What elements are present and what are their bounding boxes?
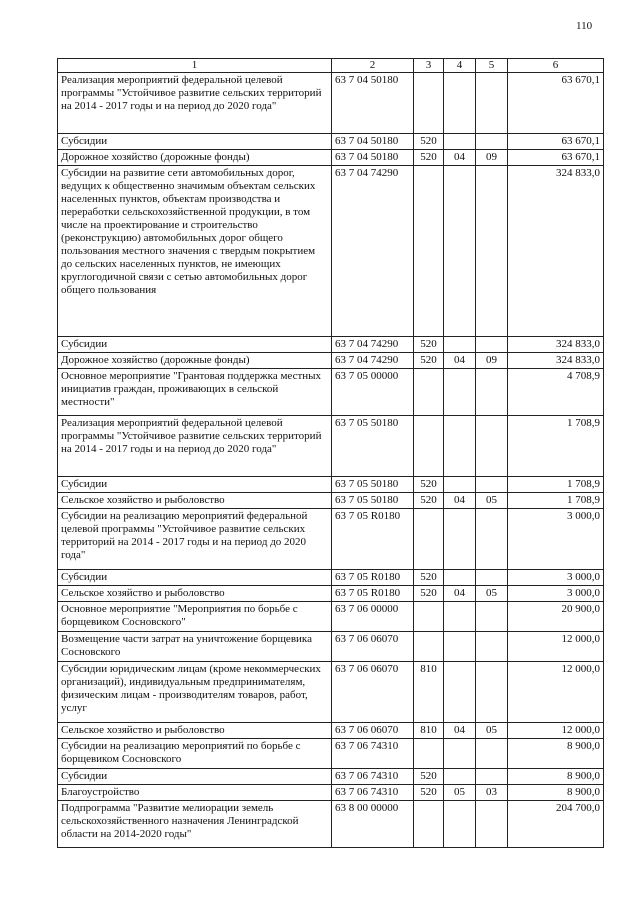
expense-type-cell <box>414 602 444 632</box>
target-code-cell: 63 7 05 50180 <box>332 477 414 493</box>
amount-cell: 3 000,0 <box>508 570 604 586</box>
row-name-cell: Субсидии <box>58 477 332 493</box>
expense-type-cell <box>414 801 444 848</box>
row-name-cell: Благоустройство <box>58 785 332 801</box>
row-name-cell: Реализация мероприятий федеральной целевой программы "Устойчивое развитие сельских территорий на 2014 - 2017 годы и на период до 2020 года" <box>58 73 332 134</box>
target-code-cell: 63 7 06 06070 <box>332 662 414 723</box>
subsection-cell: 09 <box>476 150 508 166</box>
row-name-cell: Основное мероприятие "Грантовая поддержка местных инициатив граждан, проживающих в сельской местности" <box>58 369 332 416</box>
row-name-cell: Сельское хозяйство и рыболовство <box>58 723 332 739</box>
amount-cell: 324 833,0 <box>508 353 604 369</box>
target-code-cell: 63 7 06 74310 <box>332 785 414 801</box>
expense-type-cell: 810 <box>414 662 444 723</box>
table-row <box>58 509 604 570</box>
table-row <box>58 493 604 509</box>
column-header: 6 <box>508 59 604 73</box>
subsection-cell <box>476 509 508 570</box>
table-header-row <box>58 59 604 73</box>
expense-type-cell: 520 <box>414 150 444 166</box>
subsection-cell: 05 <box>476 586 508 602</box>
amount-cell: 8 900,0 <box>508 739 604 769</box>
row-name-cell: Возмещение части затрат на уничтожение борщевика Сосновского <box>58 632 332 662</box>
expense-type-cell: 810 <box>414 723 444 739</box>
section-cell: 04 <box>444 493 476 509</box>
budget-table <box>57 58 604 848</box>
table-row <box>58 586 604 602</box>
row-name-cell: Дорожное хозяйство (дорожные фонды) <box>58 150 332 166</box>
subsection-cell: 09 <box>476 353 508 369</box>
subsection-cell <box>476 477 508 493</box>
amount-cell: 1 708,9 <box>508 477 604 493</box>
subsection-cell <box>476 337 508 353</box>
subsection-cell <box>476 369 508 416</box>
expense-type-cell: 520 <box>414 477 444 493</box>
subsection-cell <box>476 166 508 337</box>
column-header: 1 <box>58 59 332 73</box>
section-cell: 04 <box>444 353 476 369</box>
table-row <box>58 166 604 337</box>
table-row <box>58 632 604 662</box>
row-name-cell: Дорожное хозяйство (дорожные фонды) <box>58 353 332 369</box>
row-name-cell: Субсидии <box>58 570 332 586</box>
table-row <box>58 353 604 369</box>
target-code-cell: 63 7 04 74290 <box>332 166 414 337</box>
section-cell <box>444 739 476 769</box>
expense-type-cell: 520 <box>414 493 444 509</box>
target-code-cell: 63 7 04 50180 <box>332 150 414 166</box>
amount-cell: 324 833,0 <box>508 166 604 337</box>
target-code-cell: 63 7 05 00000 <box>332 369 414 416</box>
target-code-cell: 63 7 06 06070 <box>332 632 414 662</box>
section-cell <box>444 602 476 632</box>
expense-type-cell <box>414 416 444 477</box>
subsection-cell <box>476 632 508 662</box>
subsection-cell: 03 <box>476 785 508 801</box>
amount-cell: 8 900,0 <box>508 769 604 785</box>
amount-cell: 12 000,0 <box>508 723 604 739</box>
table-row <box>58 662 604 723</box>
column-header: 4 <box>444 59 476 73</box>
column-header: 2 <box>332 59 414 73</box>
target-code-cell: 63 8 00 00000 <box>332 801 414 848</box>
expense-type-cell <box>414 632 444 662</box>
amount-cell: 63 670,1 <box>508 73 604 134</box>
target-code-cell: 63 7 04 50180 <box>332 73 414 134</box>
section-cell <box>444 73 476 134</box>
target-code-cell: 63 7 06 74310 <box>332 769 414 785</box>
section-cell <box>444 369 476 416</box>
amount-cell: 12 000,0 <box>508 662 604 723</box>
column-header: 3 <box>414 59 444 73</box>
expense-type-cell: 520 <box>414 337 444 353</box>
subsection-cell <box>476 134 508 150</box>
amount-cell: 204 700,0 <box>508 801 604 848</box>
subsection-cell <box>476 602 508 632</box>
section-cell <box>444 801 476 848</box>
target-code-cell: 63 7 04 74290 <box>332 353 414 369</box>
table-row <box>58 769 604 785</box>
expense-type-cell: 520 <box>414 586 444 602</box>
expense-type-cell: 520 <box>414 570 444 586</box>
table-row <box>58 723 604 739</box>
subsection-cell <box>476 769 508 785</box>
section-cell <box>444 337 476 353</box>
expense-type-cell: 520 <box>414 769 444 785</box>
section-cell <box>444 662 476 723</box>
target-code-cell: 63 7 04 50180 <box>332 134 414 150</box>
table-row <box>58 801 604 848</box>
section-cell: 05 <box>444 785 476 801</box>
table-row <box>58 739 604 769</box>
target-code-cell: 63 7 04 74290 <box>332 337 414 353</box>
row-name-cell: Субсидии на реализацию мероприятий федеральной целевой программы "Устойчивое развитие сельских территорий на 2014 - 2017 годы и на период до 2020 года" <box>58 509 332 570</box>
subsection-cell <box>476 801 508 848</box>
target-code-cell: 63 7 05 R0180 <box>332 509 414 570</box>
amount-cell: 8 900,0 <box>508 785 604 801</box>
subsection-cell <box>476 73 508 134</box>
table-row <box>58 602 604 632</box>
section-cell <box>444 477 476 493</box>
target-code-cell: 63 7 06 74310 <box>332 739 414 769</box>
amount-cell: 20 900,0 <box>508 602 604 632</box>
amount-cell: 3 000,0 <box>508 586 604 602</box>
target-code-cell: 63 7 06 06070 <box>332 723 414 739</box>
subsection-cell <box>476 570 508 586</box>
section-cell <box>444 416 476 477</box>
expense-type-cell: 520 <box>414 134 444 150</box>
section-cell <box>444 509 476 570</box>
row-name-cell: Субсидии юридическим лицам (кроме некоммерческих организаций), индивидуальным предпринимателям, физическим лицам - производителям товаров, работ, услуг <box>58 662 332 723</box>
table-row <box>58 73 604 134</box>
row-name-cell: Субсидии на реализацию мероприятий по борьбе с борщевиком Сосновского <box>58 739 332 769</box>
subsection-cell <box>476 662 508 723</box>
section-cell <box>444 134 476 150</box>
section-cell <box>444 632 476 662</box>
section-cell: 04 <box>444 723 476 739</box>
section-cell <box>444 570 476 586</box>
amount-cell: 63 670,1 <box>508 150 604 166</box>
table-row <box>58 570 604 586</box>
row-name-cell: Субсидии на развитие сети автомобильных дорог, ведущих к общественно значимым объектам сельских населенных пунктов, объектам производства и переработки сельскохозяйственной продукции, в том числе на проектирование и строительство (реконструкцию) автомобильных дорог общего пользования местного значения с твердым покрытием до сельских населенных пунктов, не имеющих круглогодичной связи с сетью автомобильных дорог общего пользования <box>58 166 332 337</box>
target-code-cell: 63 7 05 50180 <box>332 493 414 509</box>
table-row <box>58 416 604 477</box>
target-code-cell: 63 7 05 50180 <box>332 416 414 477</box>
section-cell: 04 <box>444 150 476 166</box>
target-code-cell: 63 7 05 R0180 <box>332 586 414 602</box>
amount-cell: 12 000,0 <box>508 632 604 662</box>
table-row <box>58 337 604 353</box>
expense-type-cell <box>414 166 444 337</box>
expense-type-cell: 520 <box>414 353 444 369</box>
section-cell: 04 <box>444 586 476 602</box>
expense-type-cell: 520 <box>414 785 444 801</box>
row-name-cell: Субсидии <box>58 134 332 150</box>
target-code-cell: 63 7 05 R0180 <box>332 570 414 586</box>
amount-cell: 324 833,0 <box>508 337 604 353</box>
amount-cell: 63 670,1 <box>508 134 604 150</box>
row-name-cell: Подпрограмма "Развитие мелиорации земель сельскохозяйственного назначения Ленинградской области на 2014-2020 годы" <box>58 801 332 848</box>
section-cell <box>444 769 476 785</box>
expense-type-cell <box>414 73 444 134</box>
expense-type-cell <box>414 509 444 570</box>
subsection-cell: 05 <box>476 493 508 509</box>
table-row <box>58 134 604 150</box>
column-header: 5 <box>476 59 508 73</box>
subsection-cell <box>476 416 508 477</box>
row-name-cell: Субсидии <box>58 769 332 785</box>
table-row <box>58 785 604 801</box>
expense-type-cell <box>414 739 444 769</box>
target-code-cell: 63 7 06 00000 <box>332 602 414 632</box>
row-name-cell: Субсидии <box>58 337 332 353</box>
amount-cell: 1 708,9 <box>508 493 604 509</box>
table-row <box>58 369 604 416</box>
table-row <box>58 477 604 493</box>
row-name-cell: Сельское хозяйство и рыболовство <box>58 493 332 509</box>
expense-type-cell <box>414 369 444 416</box>
section-cell <box>444 166 476 337</box>
subsection-cell <box>476 739 508 769</box>
page-number: 110 <box>576 20 593 32</box>
row-name-cell: Реализация мероприятий федеральной целевой программы "Устойчивое развитие сельских территорий на 2014 - 2017 годы и на период до 2020 года" <box>58 416 332 477</box>
subsection-cell: 05 <box>476 723 508 739</box>
row-name-cell: Основное мероприятие "Мероприятия по борьбе с борщевиком Сосновского" <box>58 602 332 632</box>
amount-cell: 4 708,9 <box>508 369 604 416</box>
amount-cell: 1 708,9 <box>508 416 604 477</box>
table-row <box>58 150 604 166</box>
row-name-cell: Сельское хозяйство и рыболовство <box>58 586 332 602</box>
amount-cell: 3 000,0 <box>508 509 604 570</box>
